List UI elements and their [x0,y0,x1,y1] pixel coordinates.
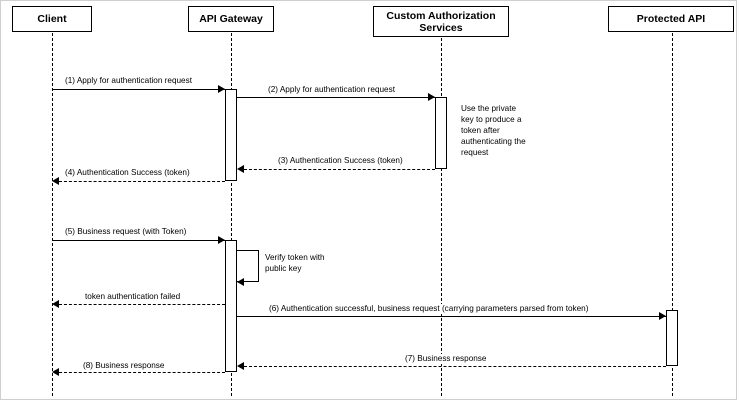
message-line-8 [244,366,666,367]
participant-protected-api-label: Protected API [636,13,706,25]
message-line-9 [59,372,225,373]
message-line-6 [59,304,225,305]
participant-client[interactable] [12,6,92,32]
arrow-message-1 [218,85,225,93]
message-label-7: (6) Authentication successful, business request (carrying parameters parsed from token) [269,304,589,313]
message-line-2 [237,97,435,98]
arrow-message-6 [52,300,59,308]
message-label-6: token authentication failed [85,292,181,301]
message-label-1: (1) Apply for authentication request [65,76,192,85]
arrow-selfloop-verify-token [237,278,244,286]
note-verify-token: Verify token with public key [265,252,341,274]
activation-custom-authorization-services [435,97,447,169]
arrow-message-3 [237,165,244,173]
message-line-4 [59,181,225,182]
note-private-key: Use the private key to produce a token after authenticating the request [461,103,529,158]
arrow-message-5 [218,236,225,244]
message-line-3 [244,169,435,170]
participant-protected-api[interactable] [608,6,734,32]
activation-api-gateway-business [225,240,237,372]
message-label-9: (8) Business response [83,361,165,370]
message-label-2: (2) Apply for authentication request [268,85,395,94]
activation-protected-api [666,310,678,366]
participant-custom-authorization-services[interactable] [373,6,509,37]
message-line-1 [52,89,225,90]
participant-api-gateway[interactable] [188,6,274,32]
message-line-7 [237,316,666,317]
lifeline-client [52,33,53,396]
arrow-message-9 [52,368,59,376]
participant-custom-authorization-services-label: Custom Authorization Services [386,9,496,34]
message-label-3: (3) Authentication Success (token) [278,156,403,165]
arrow-message-4 [52,177,59,185]
message-line-5 [52,240,225,241]
message-label-5: (5) Business request (with Token) [65,227,187,236]
participant-client-label: Client [37,13,67,25]
message-label-4: (4) Authentication Success (token) [65,168,190,177]
arrow-message-2 [428,93,435,101]
message-label-8: (7) Business response [405,354,487,363]
lifeline-custom-authorization-services [441,38,442,396]
participant-api-gateway-label: API Gateway [199,13,263,25]
activation-api-gateway-auth [225,89,237,181]
arrow-message-7 [659,312,666,320]
arrow-message-8 [237,362,244,370]
